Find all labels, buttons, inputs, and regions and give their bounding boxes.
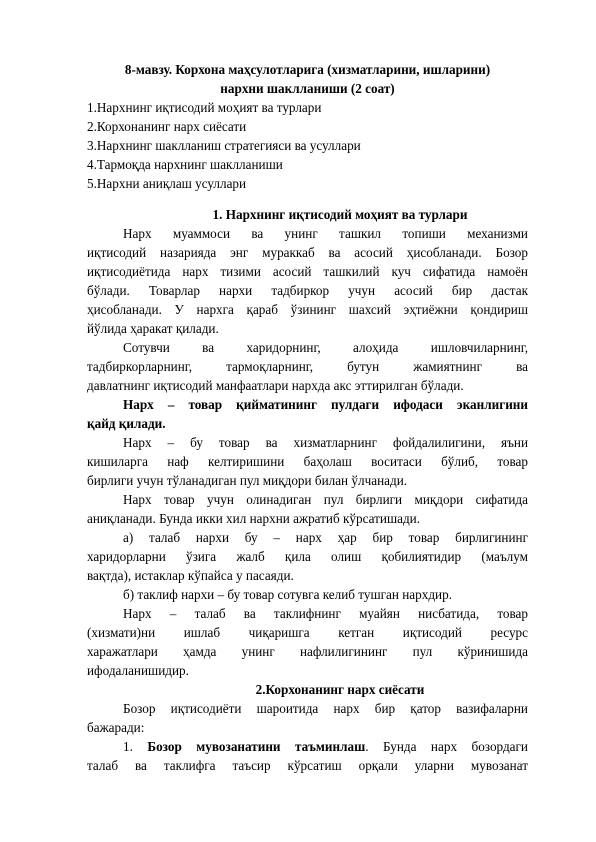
- paragraph-line: харажатлари ҳамда унинг нафлилигининг пул кўринишида: [87, 644, 528, 659]
- list-number: 1.: [123, 739, 133, 754]
- paragraph-line: кишиларга наф келтиришини баҳолаш воситаси бўлиб, товар: [87, 454, 528, 469]
- paragraph-line: Нарх – бу товар ва хизматларнинг фойдалилигини, яъни: [123, 435, 528, 450]
- paragraph-line: тадбиркорларнинг, тармоқларнинг, бутун жамиятнинг ва: [87, 359, 528, 374]
- paragraph-line: Нарх – талаб ва таклифнинг муайян нисбатида, товар: [123, 606, 528, 621]
- toc-item: 3.Нархнинг шаклланиш стратегияси ва усуллари: [87, 138, 361, 153]
- paragraph-line: бирлиги учун тўланадиган пул миқдори билан ўлчанади.: [87, 473, 408, 488]
- paragraph-line: бўлади. Товарлар нархи тадбиркор учун асосий бир дастак: [87, 283, 528, 298]
- paragraph-line: Сотувчи ва харидорнинг, алоҳида ишловчиларнинг,: [123, 340, 528, 355]
- emphasis-text: Бозор мувозанатини таъминлаш: [147, 739, 366, 754]
- paragraph-line-bold: қайд қилади.: [87, 416, 166, 431]
- section2-heading: 2.Корхонанинг нарх сиёсати: [255, 682, 425, 697]
- paragraph-line: харидорларни ўзига жалб қила олиш қобилиятидир (маълум: [87, 549, 528, 564]
- doc-title-line2: нархни шаклланиши (2 соат): [220, 81, 395, 96]
- paragraph-line: (хизмати)ни ишлаб чиқаришга кетган иқтисодий ресурс: [87, 625, 528, 640]
- paragraph-line: вақтда), истаклар кўпайса у пасаяди.: [87, 568, 294, 583]
- toc-item: 5.Нархни аниқлаш усуллари: [87, 176, 247, 191]
- doc-title-line1: 8-мавзу. Корхона маҳсулотларига (хизматларини, ишларини): [124, 62, 491, 77]
- paragraph-line: иқтисодий назарияда энг мураккаб ва асосий ҳисобланади. Бозор: [87, 245, 528, 260]
- paragraph-line: иқтисодиётида нарх тизими асосий ташкилий куч сифатида намоён: [87, 264, 528, 279]
- paragraph-line: ифодаланишидир.: [87, 663, 189, 678]
- paragraph-line: Нарх товар учун олинадиган пул бирлиги миқдори сифатида: [123, 492, 528, 507]
- paragraph-line: Бозор иқтисодиёти шароитида нарх бир қатор вазифаларни: [123, 701, 528, 716]
- paragraph-line: а) талаб нархи бу – нарх ҳар бир товар бирлигининг: [123, 530, 528, 545]
- paragraph-line: б) таклиф нархи – бу товар сотувга келиб тушган нархдир.: [123, 587, 453, 602]
- paragraph-line-bold: Нарх – товар қийматининг пулдаги ифодаси эканлигини: [123, 397, 528, 412]
- toc-item: 2.Корхонанинг нарх сиёсати: [87, 119, 247, 134]
- paragraph-text: . Бунда нарх бозордаги: [365, 739, 528, 754]
- section1-heading: 1. Нархнинг иқтисодий моҳият ва турлари: [212, 207, 468, 222]
- paragraph-line: Нарх муаммоси ва унинг ташкил топиши механизми: [123, 226, 528, 241]
- paragraph-line: [123, 737, 528, 756]
- paragraph-line: аниқланади. Бунда икки хил нархни ажратиб кўрсатишади.: [87, 511, 421, 526]
- toc-item: 1.Нархнинг иқтисодий моҳият ва турлари: [87, 100, 322, 115]
- paragraph-line: ҳисобланади. У нархга қараб ўзининг шахсий эҳтиёжни қондириш: [87, 302, 528, 317]
- paragraph-line: бажаради:: [87, 720, 145, 735]
- paragraph-line: давлатнинг иқтисодий манфаатлари нархда акс эттирилган бўлади.: [87, 378, 464, 393]
- toc-item: 4.Тармоқда нархнинг шаклланиши: [87, 157, 283, 172]
- paragraph-line: талаб ва таклифга таъсир кўрсатиш орқали уларни мувозанат: [87, 758, 528, 773]
- paragraph-line: йўлида ҳаракат қилади.: [87, 321, 219, 336]
